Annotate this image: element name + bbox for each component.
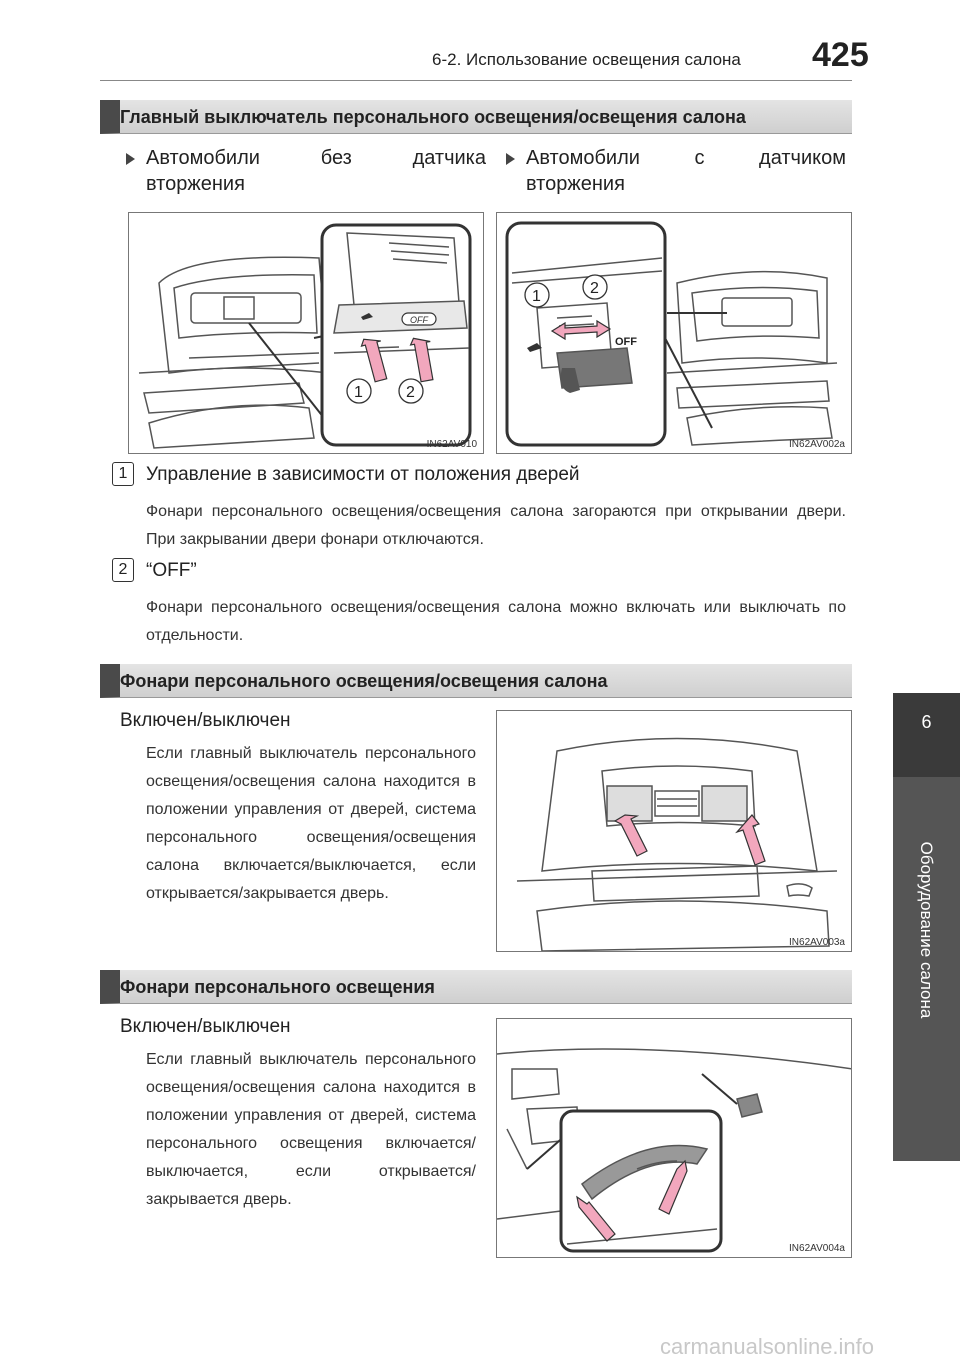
personal-lights-illustration: [497, 1019, 852, 1258]
svg-text:2: 2: [406, 384, 415, 401]
variant-line: Автомобили без датчика: [146, 147, 486, 169]
section-heading-text: Главный выключатель персонального освещения/освещения салона: [120, 107, 746, 127]
arrow-icon: [737, 815, 765, 865]
chapter-tab-number-block: [893, 693, 960, 777]
figure-code: IN62AV004a: [789, 1243, 845, 1254]
variant-without-sensor: [146, 145, 486, 197]
onoff-title: Включен/выключен: [120, 710, 291, 731]
figure-switch-without-sensor: [128, 212, 484, 454]
variant-line: вторжения: [526, 173, 625, 195]
triangle-bullet-icon: [506, 153, 515, 165]
figure-code: IN62AV010: [426, 439, 477, 450]
variant-line: вторжения: [146, 173, 245, 195]
figure-personal-cabin-lights: [496, 710, 852, 952]
item-number-2: 2: [112, 558, 134, 582]
item-desc-door-control: Фонари персонального освещения/освещения салона загораются при открывании двери. При закрывании двери фонари отключаются.: [146, 503, 846, 548]
chapter-number: 6: [921, 712, 932, 732]
header-divider: [100, 80, 852, 81]
off-label: OFF: [615, 336, 637, 348]
svg-text:1: 1: [354, 384, 363, 401]
onoff-description: Если главный выключатель персонального освещения/освещения салона находится в положении управления от дверей, система персонального освещения включается/выключается, если открывается/закрывается дверь.: [146, 1051, 476, 1208]
figure-personal-lights: [496, 1018, 852, 1258]
site-watermark: carmanualsonline.info: [660, 1334, 875, 1359]
item-desc-off: Фонари персонального освещения/освещения салона можно включать или выключать по отдельности.: [146, 599, 846, 644]
triangle-bullet-icon: [126, 153, 135, 165]
variant-line: Автомобили с датчиком: [526, 147, 846, 169]
section-heading-personal-lights: [100, 970, 852, 1004]
off-label: OFF: [410, 315, 428, 325]
onoff-title: Включен/выключен: [120, 1016, 291, 1037]
figure-switch-with-sensor: [496, 212, 852, 454]
section-heading-main-switch: [100, 100, 852, 134]
overhead-console-illustration: [129, 213, 484, 454]
cabin-lights-illustration: [497, 711, 852, 952]
item-number-1: 1: [112, 462, 134, 486]
overhead-console-sensor-illustration: [497, 213, 852, 454]
page-number: 425: [812, 36, 869, 74]
chapter-title: Оборудование салона: [917, 841, 936, 1019]
item-title-off: “OFF”: [146, 560, 197, 581]
figure-code: IN62AV003a: [789, 937, 845, 948]
onoff-description: Если главный выключатель персонального освещения/освещения салона находится в положении управления от дверей, система персонального освещения/освещения салона включается/выключается, если открывается/закрывается дверь.: [146, 745, 476, 902]
svg-text:1: 1: [532, 288, 541, 305]
item-title-door-control: Управление в зависимости от положения дверей: [146, 464, 580, 485]
figure-code: IN62AV002a: [789, 439, 845, 450]
header-section-title: 6-2. Использование освещения салона: [432, 50, 741, 69]
section-heading-personal-cabin-lights: [100, 664, 852, 698]
section-heading-text: Фонари персонального освещения/освещения салона: [120, 671, 608, 691]
svg-text:2: 2: [590, 280, 599, 297]
section-heading-text: Фонари персонального освещения: [120, 977, 435, 997]
variant-with-sensor: [526, 145, 846, 197]
